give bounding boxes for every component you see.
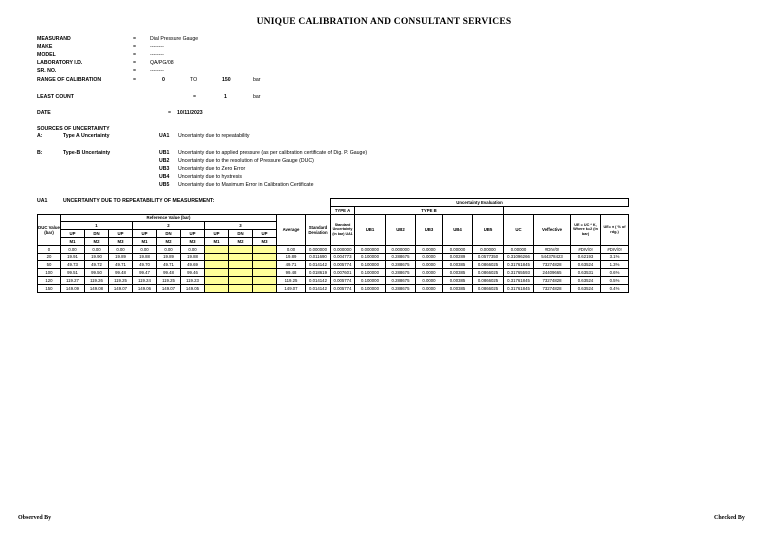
source-b-desc: Uncertainty due to Zero Error [178,166,246,172]
reading-cell: 0.00 [133,245,157,253]
source-a-label: Type A Uncertainty [63,133,110,139]
direction-header: DN [85,230,109,238]
reading-cell: 99.47 [133,269,157,277]
empty-reading-cell [229,245,253,253]
source-b-code: UB4 [159,174,170,180]
direction-header: DN [229,230,253,238]
veff-cell: 73274828 [534,261,571,269]
ua1-heading: UNCERTAINTY DUE TO REPEATABILITY OF MEASUREMENT: [63,198,215,204]
reading-cell: 19.89 [157,253,181,261]
ub5-header: UB5 [473,214,504,245]
ub1-cell: 0.000000 [355,245,386,253]
cycle-3: 3 [205,222,277,230]
source-b-code: UB5 [159,182,170,188]
ue-k-header: UE = UC * K, Where k=2 (in bar) [571,214,601,245]
direction-header: DN [157,230,181,238]
ub4-cell: 0.00385 [443,284,473,292]
std-dev-header: Standard Deviation [306,214,331,245]
reading-cell: 49.72 [85,261,109,269]
sd-cell: 0.018619 [306,269,331,277]
duc-value-cell: 120 [38,276,61,284]
reading-cell: 49.70 [133,261,157,269]
ue-pct-header: UE= ± ( % of rdg.) [601,214,629,245]
veff-cell: 73274828 [534,276,571,284]
uncertainty-table [37,198,629,293]
uc-cell: 0.00000 [504,245,534,253]
reading-cell: 149.09 [61,284,85,292]
direction-header: UP [61,230,85,238]
duc-value-cell: 20 [38,253,61,261]
empty-reading-cell [253,269,277,277]
reading-cell: 19.90 [85,253,109,261]
table-row [38,253,629,261]
su-cell: 0.007601 [331,269,355,277]
ub4-cell: 0.00385 [443,269,473,277]
reading-cell: 49.71 [109,261,133,269]
ub5-cell: 0.0866025 [473,269,504,277]
reading-cell: 149.07 [109,284,133,292]
empty-reading-cell [229,276,253,284]
uek-cell: 0.63531 [571,269,601,277]
avg-cell: 99.48 [277,269,306,277]
info-eq: = [133,68,137,74]
avg-cell: 0.00 [277,245,306,253]
empty-reading-cell [205,276,229,284]
empty-reading-cell [229,261,253,269]
duc-header: DUC Value (bar) [38,214,61,245]
source-a-desc: Uncertainty due to repeatability [178,133,250,139]
su-cell: 0.005774 [331,261,355,269]
sd-cell: 0.011690 [306,253,331,261]
sd-cell: 0.014142 [306,261,331,269]
empty-reading-cell [205,245,229,253]
ref-title: Reference Value (bar) [61,214,277,222]
info-value: -------- [150,68,164,74]
uep-cell: 0.6% [601,269,629,277]
info-label: MODEL [37,52,56,58]
reading-cell: 19.88 [181,253,205,261]
ub3-cell: 0.0000 [416,253,443,261]
ub1-cell: 0.100000 [355,261,386,269]
reading-cell: 119.23 [181,276,205,284]
empty-reading-cell [229,284,253,292]
uek-cell: 0.63524 [571,276,601,284]
ub5-cell: 0.0866025 [473,261,504,269]
date-value: 10/11/2023 [177,110,203,116]
direction-header: UP [109,230,133,238]
reading-cell: 19.91 [61,253,85,261]
uek-cell: 0.63524 [571,284,601,292]
duc-value-cell: 0 [38,245,61,253]
info-label: MAKE [37,44,53,50]
info-label: MEASURAND [37,36,71,42]
su-cell: 0.005774 [331,276,355,284]
uc-cell: 0.31765593 [504,269,534,277]
eval-title: Uncertainty Evaluation [331,199,629,207]
su-cell: 0.005774 [331,284,355,292]
ub3-header: UB3 [416,214,443,245]
reading-cell: 99.50 [85,269,109,277]
range-to-word: TO [190,77,198,83]
empty-reading-cell [253,253,277,261]
su-cell: 0.000000 [331,245,355,253]
least-count-value: 1 [224,94,227,100]
uek-cell: #DIV/0! [571,245,601,253]
empty-reading-cell [253,276,277,284]
ub5-cell: 0.0866025 [473,276,504,284]
m-header: M2 [229,237,253,245]
avg-cell: 119.25 [277,276,306,284]
reading-cell: 119.25 [157,276,181,284]
cycle-2: 2 [133,222,205,230]
sd-cell: 0.014142 [306,284,331,292]
m-header: M1 [205,237,229,245]
duc-value-cell: 100 [38,269,61,277]
ub1-cell: 0.100000 [355,284,386,292]
reading-cell: 0.00 [85,245,109,253]
sources-heading: SOURCES OF UNCERTAINTY [37,126,110,132]
reading-cell: 0.00 [109,245,133,253]
empty-reading-cell [253,284,277,292]
info-value: -------- [150,52,164,58]
empty-reading-cell [229,269,253,277]
ub1-cell: 0.100000 [355,253,386,261]
ub4-cell: 0.00289 [443,253,473,261]
range-to: 150 [222,77,231,83]
ub3-cell: 0.0000 [416,261,443,269]
uc-cell: 0.31096266 [504,253,534,261]
direction-header: UP [205,230,229,238]
source-b-desc: Uncertainty due to hystresis [178,174,243,180]
reading-cell: 119.24 [133,276,157,284]
source-b-letter: B: [37,150,43,156]
info-value: Dial Pressure Gauge [150,36,199,42]
source-b-code: UB3 [159,166,170,172]
ub2-cell: 0.288675 [386,269,416,277]
sd-cell: 0.000000 [306,245,331,253]
m-header: M3 [181,237,205,245]
veff-cell: 73274828 [534,284,571,292]
ub1-cell: 0.100000 [355,276,386,284]
table-row [38,269,629,277]
reading-cell: 149.07 [157,284,181,292]
veff-cell: 544378423 [534,253,571,261]
reading-cell: 119.25 [109,276,133,284]
ub1-header: UB1 [355,214,386,245]
ub4-cell: 0.00385 [443,276,473,284]
table-row [38,245,629,253]
table-row [38,284,629,292]
type-b-header: TYPE B [355,206,504,214]
reading-cell: 149.06 [133,284,157,292]
range-unit: bar [253,77,261,83]
range-from: 0 [162,77,165,83]
uep-cell: #DIV/0! [601,245,629,253]
ub2-cell: 0.000000 [386,245,416,253]
uc-header: UC [504,214,534,245]
ub3-cell: 0.0000 [416,284,443,292]
reading-cell: 149.08 [85,284,109,292]
source-b-desc: Uncertainty due to Maximum Error in Calibration Certificate [178,182,314,188]
uek-cell: 0.63524 [571,261,601,269]
table-row [38,261,629,269]
least-count-label: LEAST COUNT [37,94,74,100]
veff-header: Veffective [534,214,571,245]
reading-cell: 0.00 [157,245,181,253]
ub4-cell: 0.00000 [443,245,473,253]
m-header: M3 [253,237,277,245]
uep-cell: 0.5% [601,276,629,284]
checked-by: Checked By [714,515,745,521]
avg-cell: 149.07 [277,284,306,292]
direction-header: UP [133,230,157,238]
direction-header: UP [181,230,205,238]
ub3-cell: 0.0000 [416,245,443,253]
direction-header: UP [253,230,277,238]
reading-cell: 49.71 [157,261,181,269]
ub5-cell: 0.0577350 [473,253,504,261]
info-eq: = [133,44,137,50]
page-title: UNIQUE CALIBRATION AND CONSULTANT SERVICES [256,17,512,27]
uc-cell: 0.31761845 [504,284,534,292]
empty-reading-cell [253,261,277,269]
ub2-header: UB2 [386,214,416,245]
veff-cell: #DIV/0! [534,245,571,253]
info-eq: = [133,36,137,42]
source-b-desc: Uncertainty due to the resolution of Pressure Gauge (DUC) [178,158,314,164]
reading-cell: 0.00 [61,245,85,253]
source-b-code: UB2 [159,158,170,164]
m-header: M1 [61,237,85,245]
source-b-label: Type-B Uncertainty [63,150,111,156]
veff-cell: 24409665 [534,269,571,277]
source-b-code: UB1 [159,150,170,156]
m-header: M2 [157,237,181,245]
ub2-cell: 0.288675 [386,284,416,292]
reading-cell: 49.73 [61,261,85,269]
uep-cell: 0.4% [601,284,629,292]
reading-cell: 149.05 [181,284,205,292]
info-value: QA/PG/08 [150,60,174,66]
ub4-header: UB4 [443,214,473,245]
uc-cell: 0.31761845 [504,261,534,269]
info-eq: = [133,60,137,66]
empty-reading-cell [205,253,229,261]
avg-cell: 49.71 [277,261,306,269]
info-label: SR. NO. [37,68,57,74]
source-a-code: UA1 [159,133,170,139]
ub5-cell: 0.0866025 [473,284,504,292]
duc-value-cell: 50 [38,261,61,269]
range-eq: = [133,77,137,83]
ub4-cell: 0.00385 [443,261,473,269]
uep-cell: 1.3% [601,261,629,269]
least-count-eq: = [193,94,197,100]
average-header: Average [277,214,306,245]
ub3-cell: 0.0000 [416,269,443,277]
source-a-letter: A: [37,133,43,139]
type-a-header: TYPE A [331,206,355,214]
reading-cell: 99.48 [109,269,133,277]
su-cell: 0.004773 [331,253,355,261]
ub2-cell: 0.288675 [386,276,416,284]
reading-cell: 119.27 [61,276,85,284]
ub5-cell: 0.00000 [473,245,504,253]
table-row [38,276,629,284]
date-eq: = [168,110,172,116]
range-label: RANGE OF CALIBRATION [37,77,102,83]
info-value: -------- [150,44,164,50]
source-b-desc: Uncertainty due to applied pressure (as per calibration certificate of Dig. P. Gauge) [178,150,368,156]
std-unc-header: Standard Uncertainty (in bar) UA1 [331,214,355,245]
observed-by: Observed By [18,515,52,521]
reading-cell: 99.46 [181,269,205,277]
empty-reading-cell [205,261,229,269]
duc-value-cell: 150 [38,284,61,292]
sd-cell: 0.014142 [306,276,331,284]
empty-reading-cell [229,253,253,261]
ub3-cell: 0.0000 [416,276,443,284]
uep-cell: 3.1% [601,253,629,261]
uc-cell: 0.31761845 [504,276,534,284]
m-header: M1 [133,237,157,245]
info-eq: = [133,52,137,58]
ub2-cell: 0.288675 [386,261,416,269]
reading-cell: 99.51 [61,269,85,277]
avg-cell: 19.89 [277,253,306,261]
empty-reading-cell [253,245,277,253]
date-label: DATE [37,110,51,116]
empty-reading-cell [205,284,229,292]
reading-cell: 0.00 [181,245,205,253]
ub1-cell: 0.100000 [355,269,386,277]
reading-cell: 19.89 [109,253,133,261]
m-header: M3 [109,237,133,245]
info-label: LABORATORY I.D. [37,60,83,66]
reading-cell: 119.26 [85,276,109,284]
uek-cell: 0.62193 [571,253,601,261]
m-header: M2 [85,237,109,245]
reading-cell: 19.88 [133,253,157,261]
empty-reading-cell [205,269,229,277]
least-count-unit: bar [253,94,261,100]
reading-cell: 49.69 [181,261,205,269]
cycle-1: 1 [61,222,133,230]
reading-cell: 99.48 [157,269,181,277]
ub2-cell: 0.288675 [386,253,416,261]
ua1-code: UA1 [37,198,48,204]
